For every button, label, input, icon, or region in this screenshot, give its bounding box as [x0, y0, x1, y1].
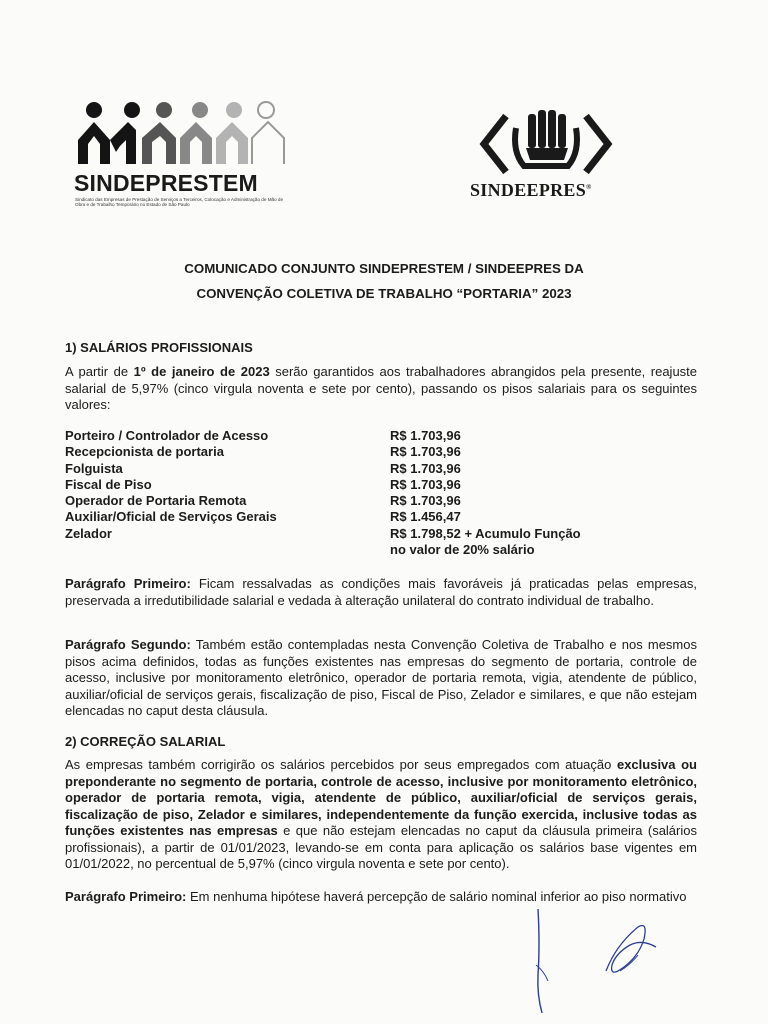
- title-line-2: CONVENÇÃO COLETIVA DE TRABALHO “PORTARIA” 2023: [196, 286, 572, 301]
- document-title: [0, 256, 768, 306]
- title-line-1: COMUNICADO CONJUNTO SINDEPRESTEM / SINDEEPRES DA: [184, 261, 584, 276]
- salary-row: no valor de 20% salário: [390, 542, 535, 558]
- salary-table: [65, 428, 625, 558]
- section-2-heading: 2) CORREÇÃO SALARIAL: [65, 734, 226, 749]
- salary-row: Folguista R$ 1.703,96: [65, 460, 461, 476]
- sindeepres-logo: [470, 108, 620, 208]
- salary-row: Auxiliar/Oficial de Serviços Gerais R$ 1.456,47: [65, 509, 461, 525]
- section-1-paragraph-1: Parágrafo Primeiro: Ficam ressalvadas as condições mais favoráveis já praticadas pelas empresas, preservada a irredutibilidade salarial e vedada à alteração unilateral do contrato individual de trabalho.: [65, 576, 698, 608]
- salary-row: Operador de Portaria Remota R$ 1.703,96: [65, 493, 461, 509]
- sindeepres-name: SINDEEPRES®: [470, 180, 592, 200]
- salary-row: Fiscal de Piso R$ 1.703,96: [65, 476, 461, 492]
- section-2-text: As empresas também corrigirão os salários percebidos por seus empregados com atuação exclusiva ou preponderante no segmento de portaria, controle de acesso, inclusive por monitoramento eletrônico, operador de portaria remota, vigia, atendente de público, auxiliar/oficial de serviços gerais, fiscalização de piso, Zelador e similares, independentemente da função exercida, inclusive todas as funções existentes nas empresas e que não estejam elencadas no caput da cláusula primeira (salários profissionais), a partir de 01/01/2023, levando-se em conta para aplicação os salários base vigentes em 01/01/2022, no percentual de 5,97% (cinco virgula noventa e sete por cento).: [65, 757, 697, 871]
- salary-row: Porteiro / Controlador de Acesso R$ 1.703,96: [65, 428, 461, 443]
- raised-fist-icon: [476, 108, 616, 180]
- salary-row: Recepcionista de portaria R$ 1.703,96: [65, 444, 461, 460]
- sindeprestem-tagline: Sindicato das Empresas de Prestação de Serviços a Terceiros, Colocação e Administração de Mão de Obra e de Trabalho Temporário no Estado de São Paulo: [75, 197, 284, 208]
- handwritten-signature-icon: [520, 905, 670, 1015]
- section-1-heading: 1) SALÁRIOS PROFISSIONAIS: [65, 340, 253, 355]
- sindeprestem-name: SINDEPRESTEM: [74, 170, 258, 196]
- sindeprestem-logo: [70, 100, 290, 215]
- sindeprestem-figures-icon: [76, 100, 286, 170]
- section-1-intro: A partir de 1º de janeiro de 2023 serão garantidos aos trabalhadores abrangidos pela presente, reajuste salarial de 5,97% (cinco virgula noventa e sete por cento), passando os pisos salariais para os seguintes valores:: [65, 364, 698, 412]
- section-2-paragraph-1: Parágrafo Primeiro: Em nenhuma hipótese haverá percepção de salário nominal inferior ao piso normativo: [65, 889, 687, 904]
- section-1-paragraph-2: Parágrafo Segundo: Também estão contempladas nesta Convenção Coletiva de Trabalho e nos mesmos pisos acima definidos, todas as funções existentes nas empresas do segmento de portaria, controle de acesso, inclusive por monitoramento eletrônico, operador de portaria remota, vigia, atendente de público, auxiliar/oficial de serviços gerais, fiscalização de piso, Fiscal de Piso, Zelador e similares, e que não estejam elencadas no caput desta cláusula.: [65, 637, 697, 718]
- salary-row: Zelador R$ 1.798,52 + Acumulo Função: [65, 525, 581, 541]
